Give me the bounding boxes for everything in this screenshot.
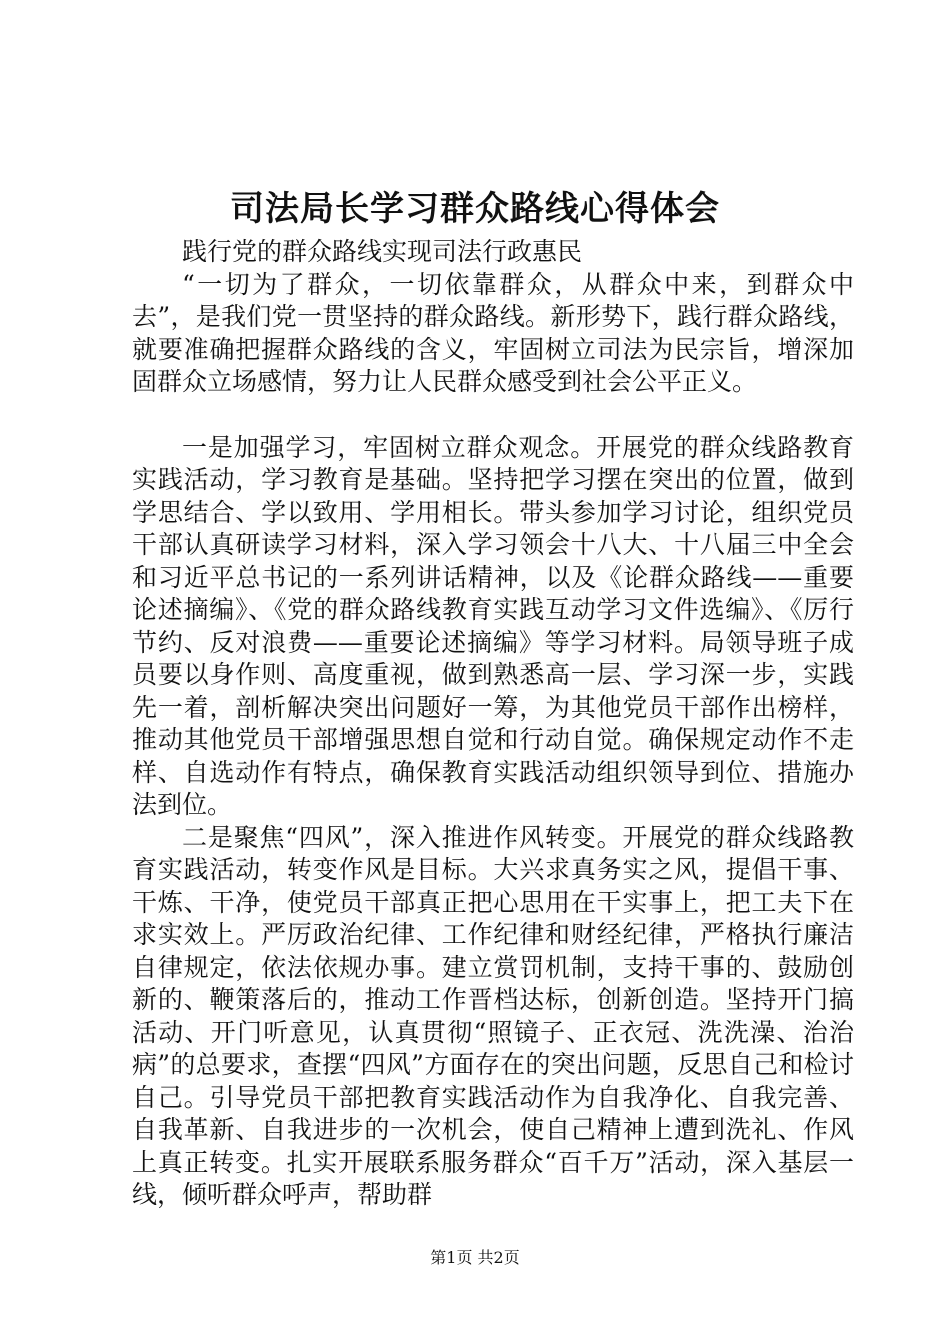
intro-paragraph: “一切为了群众，一切依靠群众，从群众中来，到群众中去”，是我们党一贯坚持的群众路线。新形势下，践行群众路线，就要准确把握群众路线的含义，牢固树立司法为民宗旨，增深加固群众立场感情，努力让人民群众感受到社会公平正义。 <box>132 269 854 396</box>
body-paragraph-1: 一是加强学习，牢固树立群众观念。开展党的群众线路教育实践活动，学习教育是基础。坚持把学习摆在突出的位置，做到学思结合、学以致用、学用相长。带头参加学习讨论，组织党员干部认真研读学习材料，深入学习领会十八大、十八届三中全会和习近平总书记的一系列讲话精神，以及《论群众路线——重要论述摘编》、《党的群众路线教育实践互动学习文件选编》、《厉行节约、反对浪费——重要论述摘编》等学习材料。局领导班子成员要以身作则、高度重视，做到熟悉高一层、学习深一步，实践先一着，剖析解决突出问题好一筹，为其他党员干部作出榜样，推动其他党员干部增强思想自觉和行动自觉。确保规定动作不走样、自选动作有特点，确保教育实践活动组织领导到位、措施办法到位。 <box>132 432 854 819</box>
body-paragraph-2: 二是聚焦“四风”，深入推进作风转变。开展党的群众线路教育实践活动，转变作风是目标。大兴求真务实之风，提倡干事、干炼、干净，使党员干部真正把心思用在干实事上，把工夫下在求实效上。严厉政治纪律、工作纪律和财经纪律，严格执行廉洁自律规定，依法依规办事。建立赏罚机制，支持干事的、鼓励创新的、鞭策落后的，推动工作晋档达标，创新创造。坚持开门搞活动、开门听意见，认真贯彻“照镜子、正衣冠、洗洗澡、治治病”的总要求，查摆“四风”方面存在的突出问题，反思自己和检讨自己。引导党员干部把教育实践活动作为自我净化、自我完善、自我革新、自我进步的一次机会，使自己精神上遭到洗礼、作风上真正转变。扎实开展联系服务群众“百千万”活动，深入基层一线，倾听群众呼声，帮助群 <box>132 822 854 1209</box>
subtitle-paragraph: 践行党的群众路线实现司法行政惠民 <box>182 237 583 266</box>
document-body <box>132 236 854 1212</box>
page-footer: 第1页 共2页 <box>430 1248 520 1267</box>
document-title: 司法局长学习群众路线心得体会 <box>230 189 720 229</box>
